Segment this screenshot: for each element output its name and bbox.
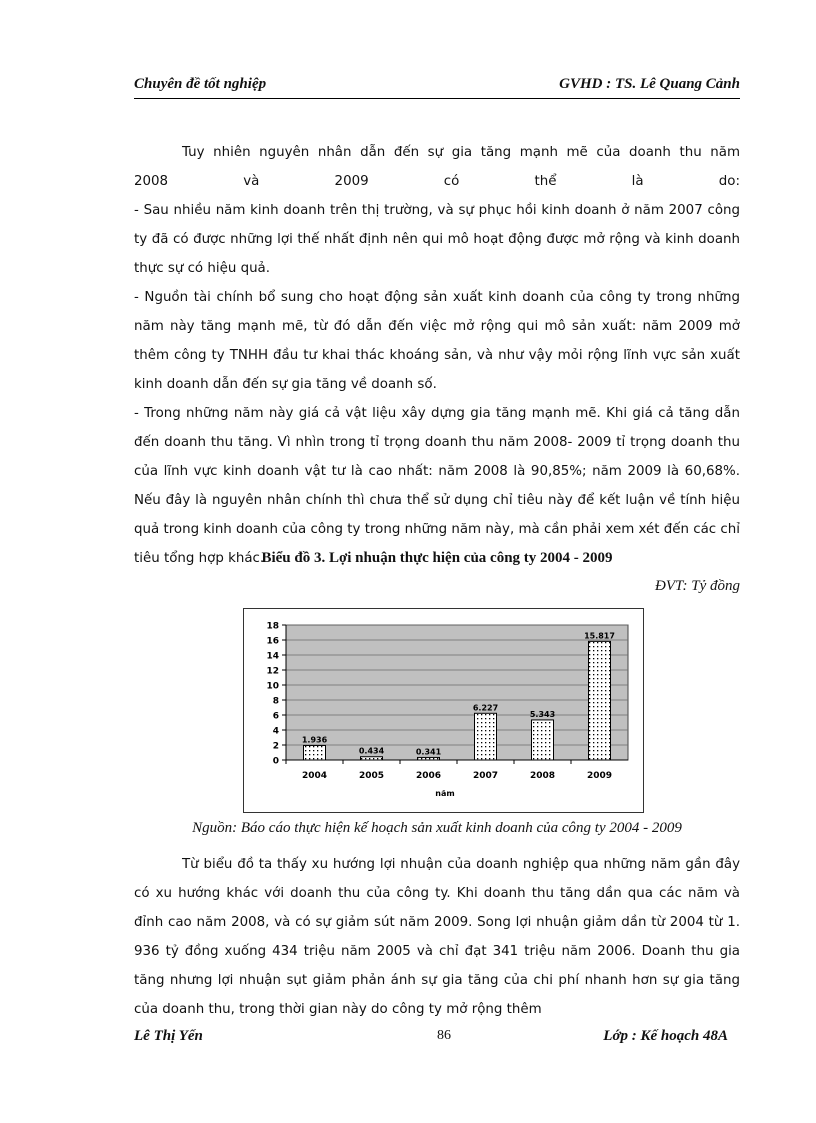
- page-header: [134, 74, 740, 99]
- paragraph: - Trong những năm này giá cả vật liệu xây dựng gia tăng mạnh mẽ. Khi giá cả tăng dẫn đến doanh thu tăng. Vì nhìn trong tỉ trọng doanh thu năm 2008- 2009 tỉ trọng doanh thu của lĩnh vực kinh doanh vật tư là cao nhất: năm 2008 là 90,85%; năm 2009 là 60,68%. Nếu đây là nguyên nhân chính thì chưa thể sử dụng chỉ tiêu này để kết luận về tính hiệu quả trong kinh doanh của công ty trong những năm này, mà cần phải xem xét đến các chỉ tiêu tổng hợp khác.: [134, 406, 740, 566]
- x-tick-label: 2007: [472, 771, 499, 781]
- x-axis-title: năm: [435, 789, 455, 798]
- bar: [304, 745, 326, 760]
- paragraph: 2008 và 2009 có thể là do:: [134, 174, 740, 189]
- footer-class: Lớp : Kế hoạch 48A: [603, 1028, 728, 1044]
- x-tick-label: 2004: [301, 771, 328, 781]
- source-note: Nguồn: Báo cáo thực hiện kế hoạch sản xuất kinh doanh của công ty 2004 - 2009: [192, 820, 682, 836]
- bar-value-label: 5.343: [529, 709, 556, 719]
- y-tick-label: 4: [272, 726, 279, 737]
- paragraph: Từ biểu đồ ta thấy xu hướng lợi nhuận của doanh nghiệp qua những năm gần đây có xu hướng khác với doanh thu của công ty. Khi doanh thu tăng dần qua các năm và đỉnh cao năm 2008, và có sự giảm sút năm 2009. Song lợi nhuận giảm dần từ 2004 từ 1. 936 tỷ đồng xuống 434 triệu năm 2005 và chỉ đạt 341 triệu năm 2006. Doanh thu gia tăng nhưng lợi nhuận sụt giảm phản ánh sự gia tăng của chi phí nhanh hơn sự gia tăng của doanh thu, trong thời gian này do công ty mở rộng thêm: [134, 857, 740, 1017]
- paragraph: Tuy nhiên nguyên nhân dẫn đến sự gia tăng mạnh mẽ của doanh thu năm: [182, 145, 740, 160]
- bar: [418, 757, 440, 760]
- bar-value-label: 0.341: [415, 747, 442, 757]
- profit-chart: [243, 608, 644, 813]
- y-tick-label: 16: [266, 636, 279, 647]
- body-text-bottom: [134, 850, 740, 1024]
- page-number: 86: [437, 1028, 451, 1043]
- y-tick-label: 18: [266, 621, 279, 632]
- y-tick-label: 10: [266, 681, 279, 692]
- plot-area: [286, 625, 628, 760]
- y-tick-label: 8: [272, 696, 279, 707]
- bar-value-label: 15.817: [584, 631, 615, 641]
- y-tick-label: 12: [266, 666, 279, 677]
- header-left: Chuyên đề tốt nghiệp: [134, 76, 267, 92]
- footer-author: Lê Thị Yến: [134, 1028, 203, 1044]
- bar: [532, 720, 554, 760]
- bar-value-label: 6.227: [472, 703, 499, 713]
- unit-label: ĐVT: Tỷ đồng: [654, 578, 740, 594]
- header-right: GVHD : TS. Lê Quang Cảnh: [559, 76, 740, 92]
- bar: [589, 641, 611, 760]
- x-tick-label: 2008: [529, 771, 556, 781]
- x-tick-label: 2006: [415, 771, 442, 781]
- paragraph: - Nguồn tài chính bổ sung cho hoạt động sản xuất kinh doanh của công ty trong những năm này tăng mạnh mẽ, từ đó dẫn đến việc mở rộng qui mô sản xuất: năm 2009 mở thêm công ty TNHH đầu tư khai thác khoáng sản, và như vậy mỏi rộng lĩnh vực sản xuất kinh doanh dẫn đến sự gia tăng về doanh số.: [134, 290, 740, 392]
- bar: [361, 757, 383, 760]
- y-tick-label: 6: [272, 711, 279, 722]
- x-tick-label: 2005: [358, 771, 385, 781]
- x-tick-label: 2009: [586, 771, 613, 781]
- y-tick-label: 14: [266, 651, 279, 662]
- bar: [475, 713, 497, 760]
- bar-chart-svg: [244, 609, 643, 812]
- chart-caption: Biểu đồ 3. Lợi nhuận thực hiện của công ty 2004 - 2009: [261, 550, 613, 566]
- y-tick-label: 0: [272, 756, 279, 767]
- paragraph: - Sau nhiều năm kinh doanh trên thị trường, và sự phục hồi kinh doanh ở năm 2007 công ty đã có được những lợi thế nhất định nên qui mô hoạt động được mở rộng và kinh doanh thực sự có hiệu quả.: [134, 203, 740, 276]
- y-tick-label: 2: [272, 741, 279, 752]
- bar-value-label: 1.936: [301, 735, 328, 745]
- body-text-top: [134, 138, 740, 573]
- bar-value-label: 0.434: [358, 746, 385, 756]
